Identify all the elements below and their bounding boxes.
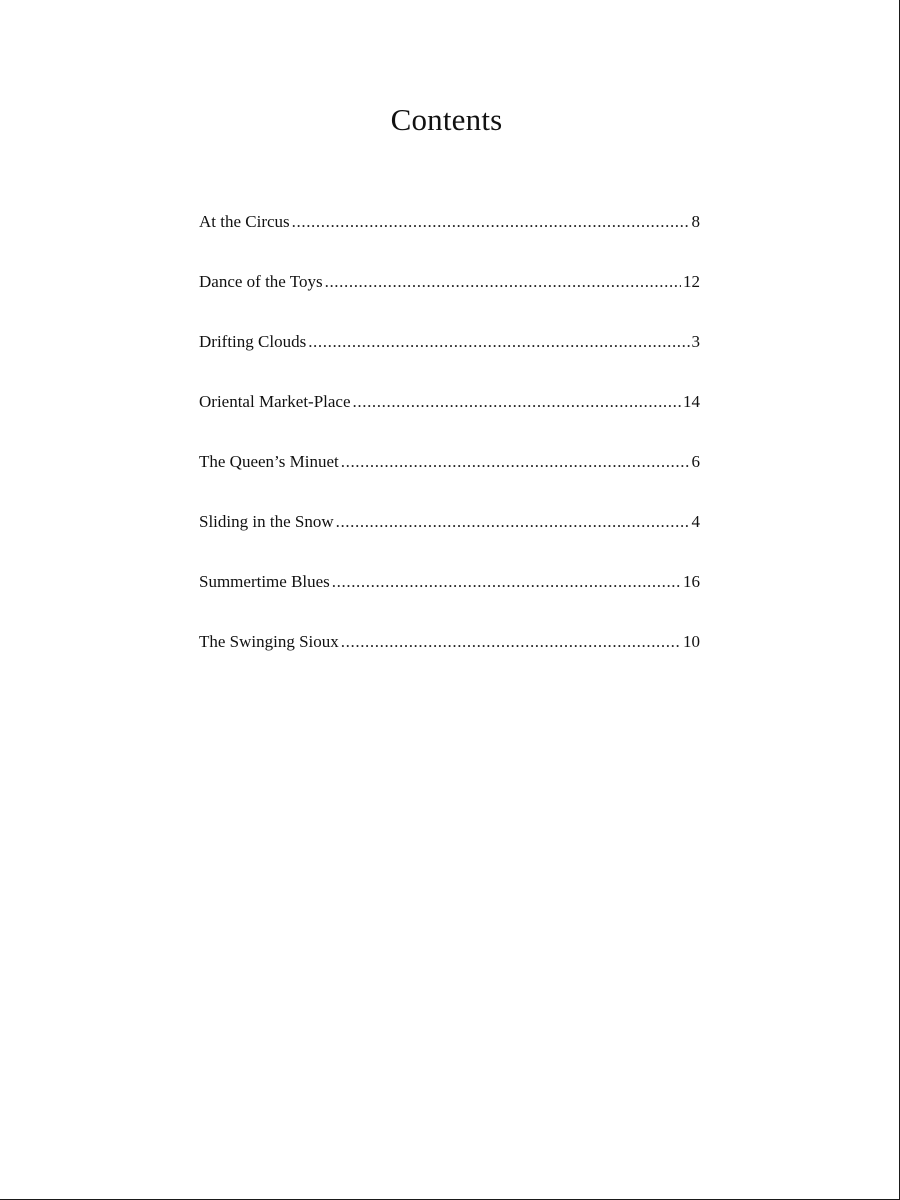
toc-entry-title: Drifting Clouds — [199, 332, 307, 351]
toc-entry-page: 6 — [691, 452, 700, 471]
toc-entry-page: 12 — [683, 272, 700, 291]
toc-entry — [199, 388, 700, 448]
dot-leader — [292, 208, 690, 236]
dot-leader — [332, 568, 681, 596]
toc-entry-title: Dance of the Toys — [199, 272, 323, 291]
toc-entry-title: The Queen’s Minuet — [199, 452, 339, 471]
toc-entry-page: 3 — [691, 332, 700, 351]
page-title: Contents — [390, 102, 503, 137]
table-of-contents — [199, 208, 700, 688]
toc-entry-title: Oriental Market-Place — [199, 392, 351, 411]
dot-leader — [341, 628, 681, 656]
toc-entry-title: Summertime Blues — [199, 572, 330, 591]
toc-entry-title: The Swinging Sioux — [199, 632, 339, 651]
toc-entry-page: 10 — [683, 632, 700, 651]
toc-entry-page: 16 — [683, 572, 700, 591]
toc-entry — [199, 268, 700, 328]
toc-entry — [199, 508, 700, 568]
toc-entry — [199, 328, 700, 388]
dot-leader — [308, 328, 689, 356]
toc-entry — [199, 568, 700, 628]
toc-entry-page: 14 — [683, 392, 700, 411]
dot-leader — [341, 448, 690, 476]
toc-entry-title: Sliding in the Snow — [199, 512, 334, 531]
toc-entry — [199, 628, 700, 688]
dot-leader — [336, 508, 690, 536]
toc-entry-page: 4 — [691, 512, 700, 531]
dot-leader — [325, 268, 681, 296]
toc-entry — [199, 448, 700, 508]
toc-entry-page: 8 — [691, 212, 700, 231]
toc-entry-title: At the Circus — [199, 212, 290, 231]
toc-entry — [199, 208, 700, 268]
dot-leader — [353, 388, 681, 416]
